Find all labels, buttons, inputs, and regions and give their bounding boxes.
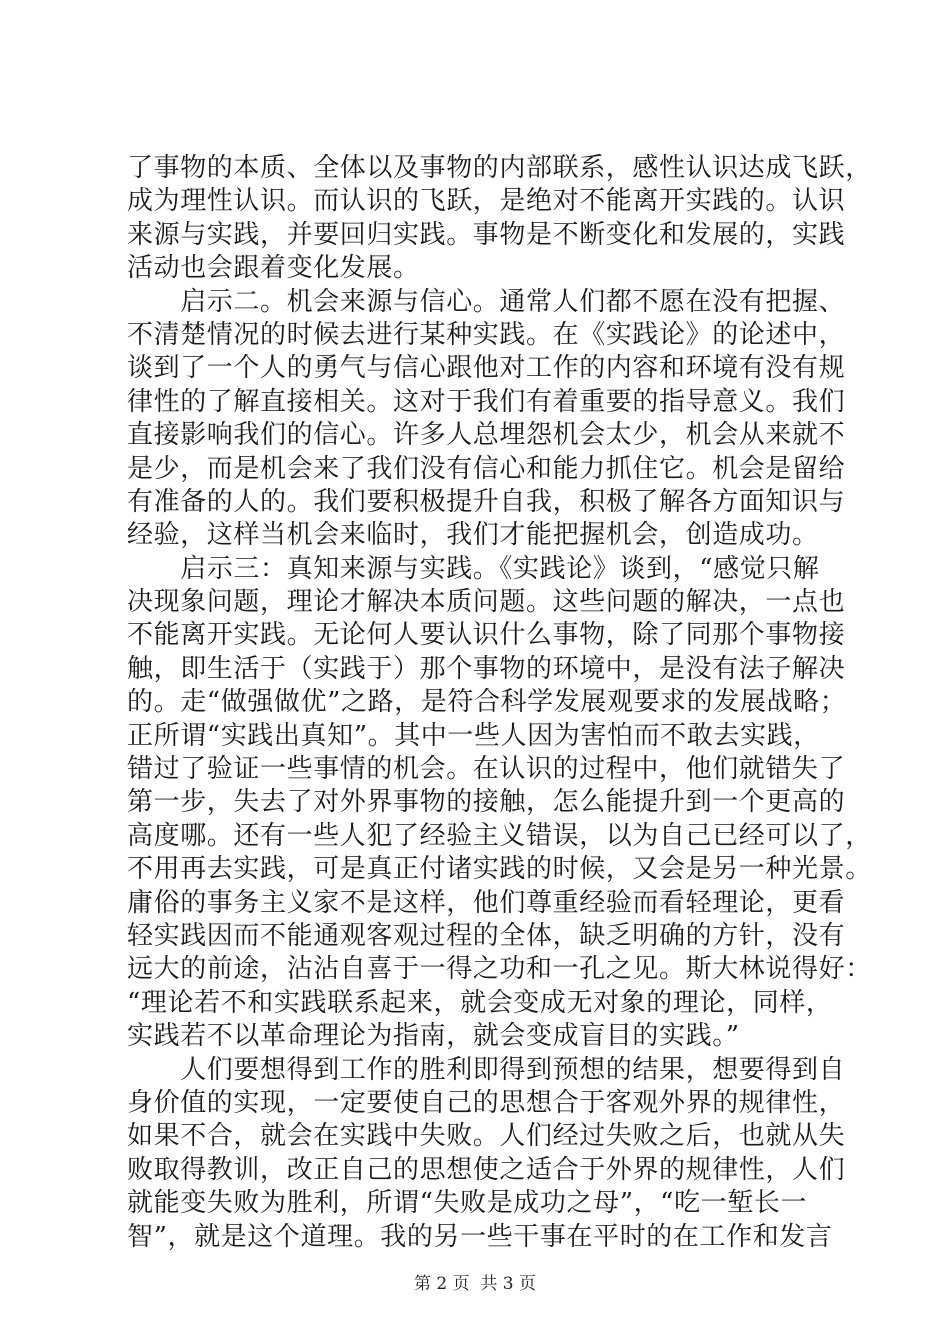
text-line: 了事物的本质、全体以及事物的内部联系，感性认识达成飞跃， — [127, 153, 872, 183]
text-line: 身价值的实现，一定要使自己的思想合于客观外界的规律性， — [127, 1087, 846, 1118]
text-line: 有准备的人的。我们要积极提升自我，积极了解各方面知识与 — [127, 486, 846, 517]
text-line: 人们要想得到工作的胜利即得到预想的结果，想要得到自 — [127, 1054, 846, 1085]
text-line: 触，即生活于（实践于）那个事物的环境中，是没有法子解决 — [127, 653, 846, 684]
text-line: 败取得教训，改正自己的思想使之适合于外界的规律性，人们 — [127, 1154, 846, 1185]
text-line: 如果不合，就会在实践中失败。人们经过失败之后，也就从失 — [127, 1121, 846, 1152]
text-line: 的。走“做强做优”之路，是符合科学发展观要求的发展战略； — [127, 687, 847, 718]
text-line: 远大的前途，沾沾自喜于一得之功和一孔之见。斯大林说得好： — [127, 954, 872, 985]
document-body — [127, 152, 872, 1254]
text-line: 成为理性认识。而认识的飞跃，是绝对不能离开实践的。认识 — [127, 186, 846, 217]
text-line: 庸俗的事务主义家不是这样，他们尊重经验而看轻理论，更看 — [127, 887, 846, 918]
text-line: “理论若不和实践联系起来，就会变成无对象的理论，同样， — [127, 987, 833, 1018]
text-line: 活动也会跟着变化发展。 — [127, 253, 420, 284]
para-continuation — [127, 152, 872, 286]
text-line: 是少，而是机会来了我们没有信心和能力抓住它。机会是留给 — [127, 453, 846, 484]
text-line: 启示二。机会来源与信心。通常人们都不愿在没有把握、 — [127, 286, 846, 317]
text-line: 不用再去实践，可是真正付诸实践的时候，又会是另一种光景。 — [127, 854, 872, 885]
text-line: 经验，这样当机会来临时，我们才能把握机会，创造成功。 — [127, 520, 819, 551]
text-line: 轻实践因而不能通观客观过程的全体，缺乏明确的方针，没有 — [127, 920, 846, 951]
text-line: 就能变失败为胜利，所谓“失败是成功之母”，“吃一堑长一 — [127, 1188, 808, 1219]
para-insight-two — [127, 286, 846, 553]
text-line: 决现象问题，理论才解决本质问题。这些问题的解决，一点也 — [127, 587, 846, 618]
text-line: 实践若不以革命理论为指南，就会变成盲目的实践。” — [127, 1021, 740, 1052]
text-line: 第一步，失去了对外界事物的接触，怎么能提升到一个更高的 — [127, 787, 846, 818]
text-line: 来源与实践，并要回归实践。事物是不断变化和发展的，实践 — [127, 219, 846, 250]
text-line: 直接影响我们的信心。许多人总埋怨机会太少，机会从来就不 — [127, 420, 846, 451]
text-line: 律性的了解直接相关。这对于我们有着重要的指导意义。我们 — [127, 386, 846, 417]
text-line: 谈到了一个人的勇气与信心跟他对工作的内容和环境有没有规 — [127, 353, 846, 384]
text-line: 高度哪。还有一些人犯了经验主义错误，以为自己已经可以了， — [127, 820, 872, 851]
text-line: 智”，就是这个道理。我的另一些干事在平时的在工作和发言 — [127, 1221, 833, 1252]
page-footer: 第 2 页 共 3 页 — [413, 1274, 537, 1294]
text-line: 正所谓“实践出真知”。其中一些人因为害怕而不敢去实践， — [127, 720, 820, 751]
text-line: 不能离开实践。无论何人要认识什么事物，除了同那个事物接 — [127, 620, 846, 651]
text-line: 启示三：真知来源与实践。《实践论》谈到，“感觉只解 — [127, 553, 820, 584]
text-line: 错过了验证一些事情的机会。在认识的过程中，他们就错失了 — [127, 754, 846, 785]
para-success-failure — [127, 1054, 846, 1254]
para-insight-three — [127, 553, 872, 1054]
text-line: 不清楚情况的时候去进行某种实践。在《实践论》的论述中， — [127, 319, 846, 350]
